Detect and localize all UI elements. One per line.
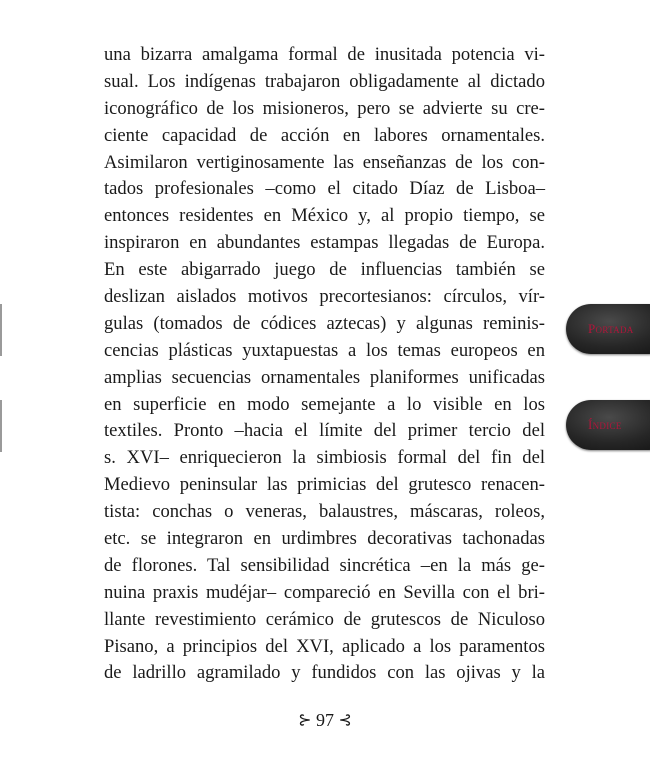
text-line: nuina praxis mudéjar– compareció en Sevilla con el bri-	[104, 581, 545, 603]
portada-button-label: Portada	[588, 321, 634, 336]
ornament-right-icon: ⊰	[338, 712, 352, 729]
text-line: gulas (tomados de códices aztecas) y algunas reminis-	[104, 312, 545, 334]
body-text	[104, 42, 545, 687]
indice-button[interactable]	[566, 400, 650, 450]
text-line: cencias plásticas yuxtapuestas a los temas europeos en	[104, 339, 545, 361]
text-line: etc. se integraron en urdimbres decorativas tachonadas	[104, 528, 545, 550]
text-line: en superficie en modo semejante a lo visible en los	[104, 393, 545, 415]
left-edge-mark	[0, 400, 2, 452]
text-line: Pisano, a principios del XVI, aplicado a los paramentos	[104, 635, 545, 657]
text-line: amplias secuencias ornamentales planiformes unificadas	[104, 366, 545, 388]
text-line: Asimilaron vertiginosamente las enseñanzas de los con-	[104, 151, 545, 173]
text-line: de florones. Tal sensibilidad sincrética –en la más ge-	[104, 554, 545, 576]
portada-button[interactable]	[566, 304, 650, 354]
page-number: 97	[316, 710, 334, 730]
text-line: tados profesionales –como el citado Díaz de Lisboa–	[104, 178, 545, 200]
text-line: s. XVI– enriquecieron la simbiosis formal del fin del	[104, 447, 545, 469]
indice-button-label: Índice	[588, 417, 622, 432]
text-line: iconográfico de los misioneros, pero se advierte su cre-	[104, 97, 545, 119]
text-line: En este abigarrado juego de influencias también se	[104, 259, 545, 281]
text-line: ciente capacidad de acción en labores ornamentales.	[104, 124, 545, 146]
text-line: inspiraron en abundantes estampas llegadas de Europa.	[104, 232, 545, 254]
text-line: textiles. Pronto –hacia el límite del primer tercio del	[104, 420, 545, 442]
text-line: llante revestimiento cerámico de grutescos de Niculoso	[104, 608, 545, 630]
ornament-left-icon: ⊱	[298, 712, 312, 729]
text-line: tista: conchas o veneras, balaustres, máscaras, roleos,	[104, 501, 545, 523]
left-edge-mark	[0, 304, 2, 356]
page-footer	[0, 708, 650, 733]
text-line: Medievo peninsular las primicias del grutesco renacen-	[104, 474, 545, 496]
text-line: una bizarra amalgama formal de inusitada potencia vi-	[104, 44, 545, 65]
text-line: de ladrillo agramilado y fundidos con las ojivas y la	[104, 662, 545, 684]
text-line: deslizan aislados motivos precortesianos: círculos, vír-	[104, 286, 545, 308]
text-line: sual. Los indígenas trabajaron obligadamente al dictado	[104, 70, 545, 92]
text-line: entonces residentes en México y, al propio tiempo, se	[104, 205, 545, 227]
